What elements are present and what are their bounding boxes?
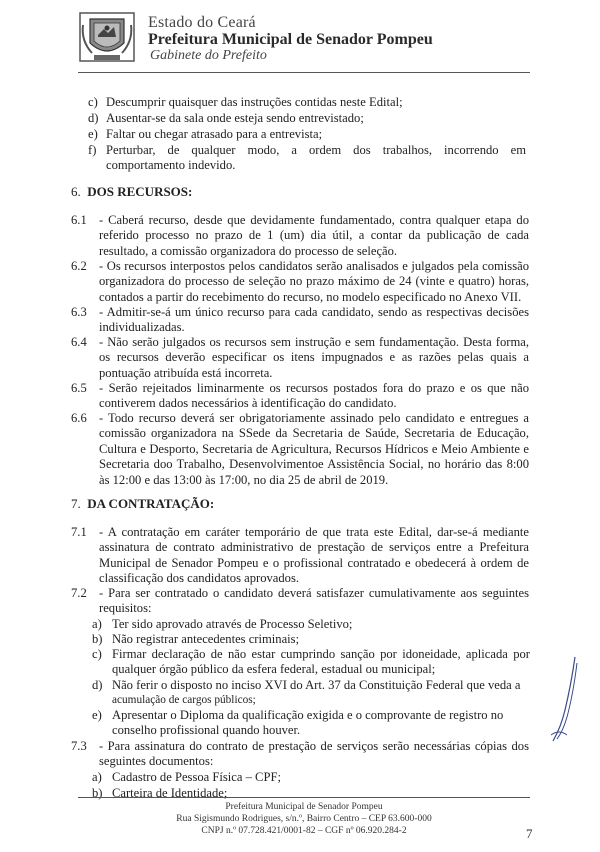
list-text: Não registrar antecedentes criminais; — [112, 632, 300, 646]
footer-prefecture: Prefeitura Municipal de Senador Pompeu — [225, 802, 383, 812]
header-divider — [78, 72, 530, 73]
item-text: - Para assinatura do contrato de prestação de serviços serão necessárias cópias dos seguintes documentos: — [99, 739, 529, 769]
item-text: - Os recursos interpostos pelos candidatos serão analisados e julgados pela comissão organizadora do processo de seleção no prazo máximo de 24 (vinte e quatro) horas, contados a partir do recebimento do recurso, no modelo especificado no Anexo VII. — [99, 259, 529, 304]
section-heading — [71, 184, 192, 200]
section-number: 7. — [71, 496, 81, 511]
list-label: a) — [92, 770, 102, 784]
header-state: Estado do Ceará — [148, 14, 256, 31]
item-number: 6.3 — [71, 305, 87, 319]
list-label: d) — [88, 111, 99, 125]
item-number: 7.3 — [71, 739, 87, 753]
item-text: - Para ser contratado o candidato deverá satisfazer cumulativamente aos seguintes requisitos: — [99, 586, 529, 616]
municipal-crest-icon — [78, 11, 136, 63]
footer-registration: CNPJ n.º 07.728.421/0001-82 – CGF nº 06.920.284-2 — [201, 826, 407, 836]
section-heading — [71, 496, 214, 512]
list-text: Não ferir o disposto no inciso XVI do Art. 37 da Constituição Federal que veda a — [112, 678, 521, 692]
footer-address: Rua Sigismundo Rodrigues, s/n.º, Bairro Centro – CEP 63.600-000 — [176, 814, 432, 824]
footer-divider — [78, 797, 530, 798]
header-office: Gabinete do Prefeito — [150, 48, 267, 63]
item-text: - Admitir-se-á um único recurso para cada candidato, sendo as respectivas decisões individualizadas. — [99, 305, 529, 335]
item-number: 6.2 — [71, 259, 87, 273]
list-text: Ausentar-se da sala onde esteja sendo entrevistado; — [106, 111, 364, 125]
list-label: d) — [92, 678, 103, 692]
list-label: a) — [92, 617, 102, 631]
list-label: b) — [92, 786, 103, 800]
signature-mark — [545, 655, 585, 745]
item-text: - Caberá recurso, desde que devidamente fundamentado, contra qualquer etapa do referido processo no prazo de 1 (um) dia útil, a contar da publicação de cada resultado, a comissão organizadora do processo de seleção. — [99, 213, 529, 258]
item-text: - Serão rejeitados liminarmente os recursos postados fora do prazo e os que não contiverem dados necessários à identificação do candidato. — [99, 381, 529, 411]
list-text-continuation: conselho profissional quando houver. — [112, 723, 301, 737]
list-text: Carteira de Identidade; — [112, 786, 228, 800]
list-text: Faltar ou chegar atrasado para a entrevista; — [106, 127, 323, 141]
item-text: - A contratação em caráter temporário de que trata este Edital, dar-se-á mediante assinatura de contrato administrativo de prestação de serviços entre a Prefeitura Municipal de Senador Pompeu e o profissional contratado e obedecerá à ordem de classificação dos candidatos aprovados. — [99, 525, 529, 586]
list-label: c) — [92, 647, 102, 661]
list-label: c) — [88, 95, 98, 109]
list-label: b) — [92, 632, 103, 646]
list-text: Apresentar o Diploma da qualificação exigida e o comprovante de registro no — [112, 708, 504, 722]
list-label: f) — [88, 143, 97, 157]
list-text: Ter sido aprovado através de Processo Seletivo; — [112, 617, 353, 631]
item-number: 6.5 — [71, 381, 87, 395]
item-number: 6.4 — [71, 335, 87, 349]
list-text: Descumprir quaisquer das instruções contidas neste Edital; — [106, 95, 403, 109]
item-number: 6.1 — [71, 213, 87, 227]
header-prefecture: Prefeitura Municipal de Senador Pompeu — [148, 31, 433, 48]
section-number: 6. — [71, 184, 81, 199]
page-number: 7 — [526, 826, 533, 841]
item-text: - Todo recurso deverá ser obrigatoriamente assinado pelo candidato e entregues a comissão organizadora na SSede da Secretaria de Saúde, Secretaria de Educação, Cultura e Desporto, Secretaria de Agricultura, Recursos Hídricos e Meio Ambiente e Secretaria doo Trabalho, Desenvolvimentoe Assistência Social, no horário das 8:00 às 12:00 e das 13:00 às 17:00, no dia 25 de abril de 2019. — [99, 411, 529, 487]
item-number: 6.6 — [71, 411, 87, 425]
list-text: Perturbar, de qualquer modo, a ordem dos trabalhos, incorrendo em comportamento indevido. — [106, 143, 526, 173]
item-text: - Não serão julgados os recursos sem instrução e sem fundamentação. Desta forma, os recursos deverão especificar os itens impugnados e as razões pelas quais a pontuação atribuída está incorreta. — [99, 335, 529, 380]
list-label: e) — [88, 127, 98, 141]
list-text: Cadastro de Pessoa Física – CPF; — [112, 770, 281, 784]
item-number: 7.1 — [71, 525, 87, 539]
item-number: 7.2 — [71, 586, 87, 600]
list-label: e) — [92, 708, 102, 722]
section-title: DOS RECURSOS: — [87, 184, 193, 199]
list-text-continuation: acumulação de cargos públicos; — [112, 694, 256, 706]
section-title: DA CONTRATAÇÃO: — [87, 496, 215, 511]
list-text: Firmar declaração de não estar cumprindo sanção por idoneidade, aplicada por qualquer órgão público da esfera federal, estadual ou municipal; — [112, 647, 530, 677]
